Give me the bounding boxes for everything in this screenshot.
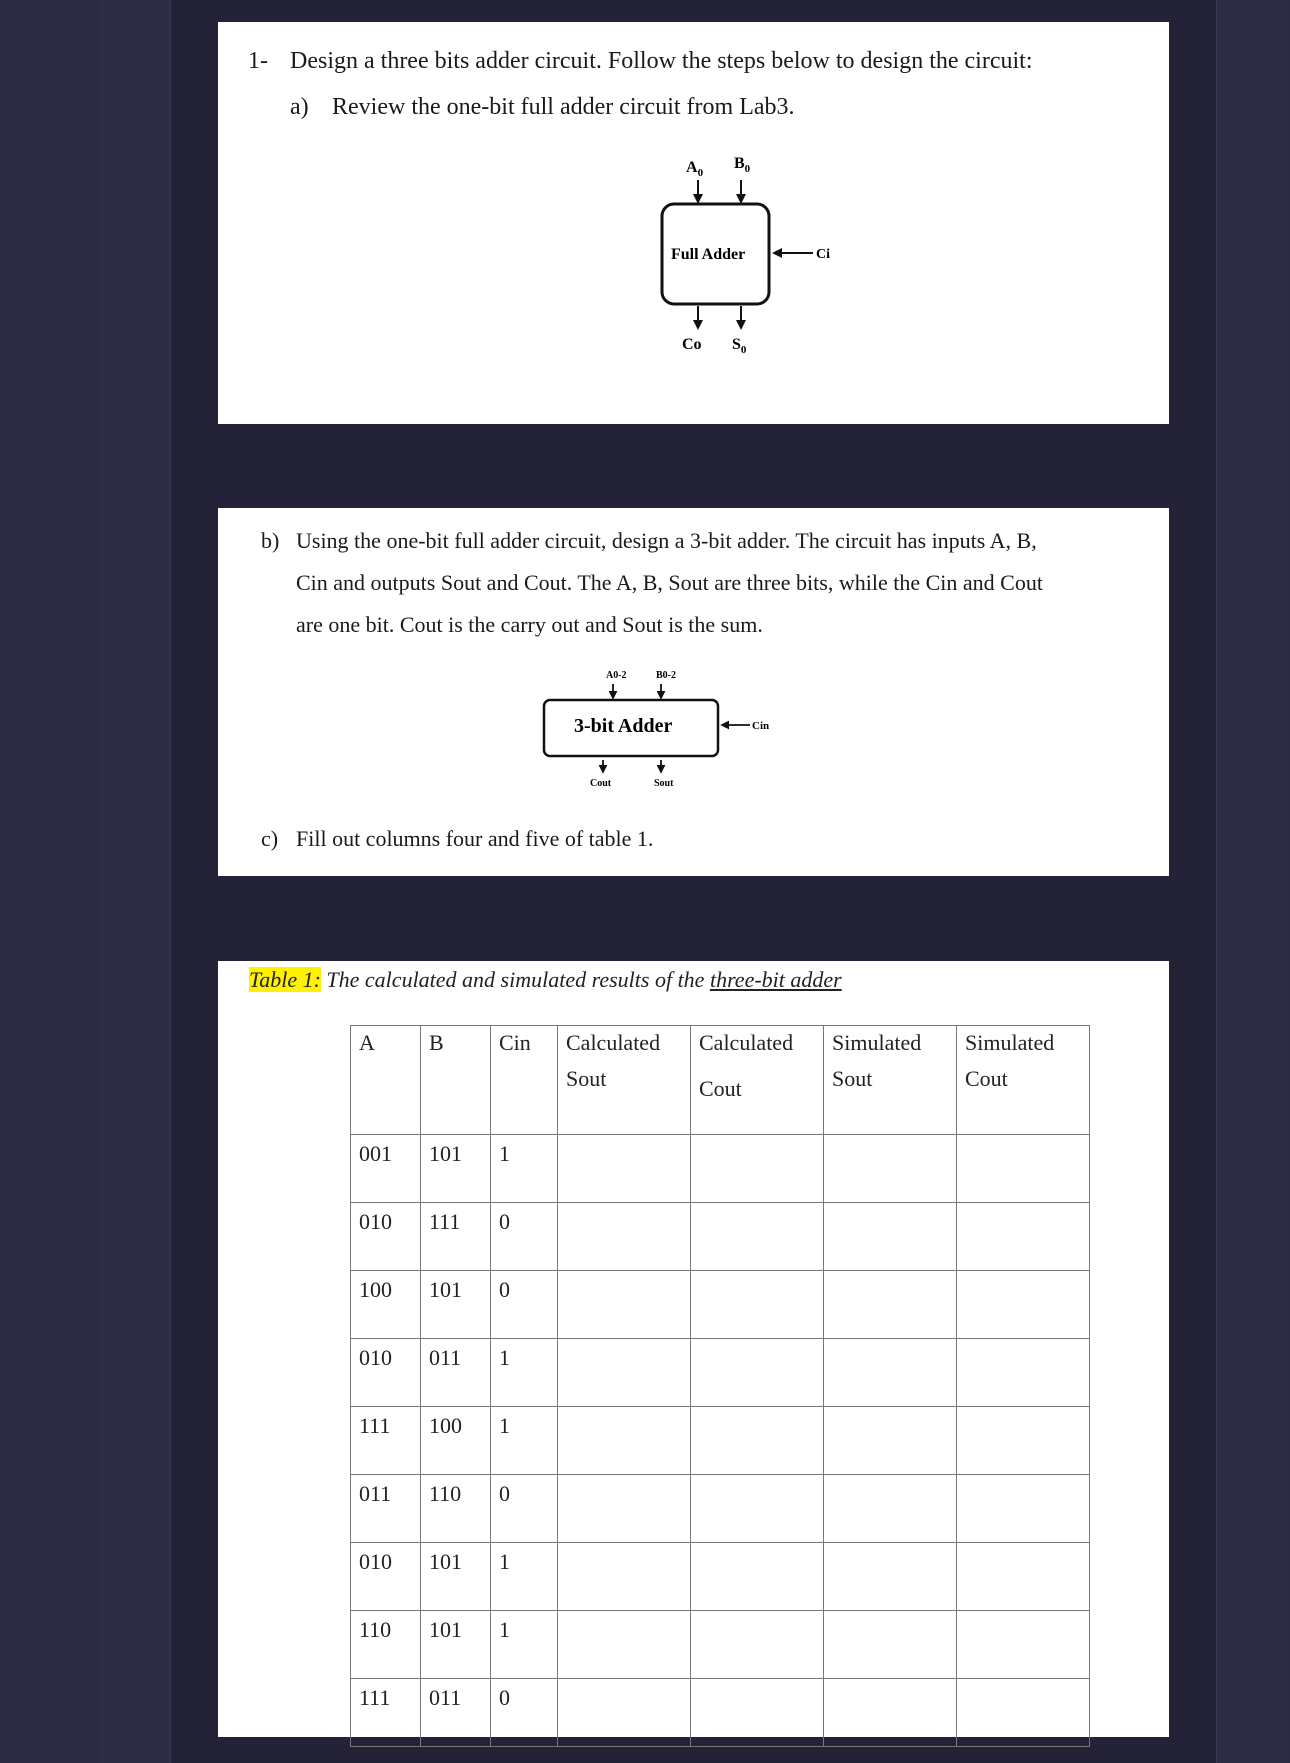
- table-caption-underlined: three-bit adder: [709, 967, 842, 992]
- table-cell[interactable]: [957, 1203, 1090, 1271]
- three-bit-sum-out: Sout: [654, 778, 674, 789]
- right-sidebar-strip: [1216, 0, 1287, 1763]
- table-header-cell: [691, 1026, 824, 1135]
- table-row: [351, 1271, 1090, 1339]
- table-cell[interactable]: [824, 1339, 957, 1407]
- table-header-cell: [824, 1026, 957, 1135]
- table-row: [351, 1203, 1090, 1271]
- table-cell: 1: [491, 1135, 558, 1203]
- table-cell[interactable]: [957, 1135, 1090, 1203]
- table-cell[interactable]: [957, 1407, 1090, 1475]
- three-bit-adder-diagram: [218, 508, 1169, 876]
- table-cell: 0: [491, 1271, 558, 1339]
- table-cell[interactable]: [691, 1679, 824, 1747]
- part-b-line3: are one bit. Cout is the carry out and Sout is the sum.: [296, 612, 763, 637]
- sum-out-label: $S_0$: [732, 336, 747, 356]
- table-cell[interactable]: [824, 1475, 957, 1543]
- results-table: [350, 1025, 1090, 1747]
- table-cell: 0: [491, 1203, 558, 1271]
- part-c-text: Fill out columns four and five of table 1.: [296, 826, 654, 851]
- header-line1: Calculated: [566, 1030, 661, 1055]
- table-cell: 1: [491, 1339, 558, 1407]
- table-cell[interactable]: [558, 1611, 691, 1679]
- table-cell[interactable]: [691, 1135, 824, 1203]
- table-cell[interactable]: [957, 1475, 1090, 1543]
- full-adder-diagram: [218, 22, 1169, 424]
- table-cell: 011: [421, 1679, 491, 1747]
- table-caption: [249, 967, 842, 993]
- table-cell[interactable]: [558, 1339, 691, 1407]
- table-cell: 010: [351, 1543, 421, 1611]
- full-adder-input-b: $B_0$: [734, 155, 751, 175]
- table-cell[interactable]: [957, 1339, 1090, 1407]
- header-line1: Calculated: [699, 1030, 794, 1055]
- table-cell[interactable]: [824, 1203, 957, 1271]
- table-cell[interactable]: [824, 1611, 957, 1679]
- table-cell[interactable]: [691, 1543, 824, 1611]
- table-cell[interactable]: [824, 1271, 957, 1339]
- three-bit-carry-in: Cin: [752, 720, 770, 732]
- header-line2: Sout: [832, 1066, 873, 1091]
- table-cell[interactable]: [957, 1543, 1090, 1611]
- table-cell: 0: [491, 1679, 558, 1747]
- table-cell[interactable]: [558, 1271, 691, 1339]
- table-header-row: [351, 1026, 1090, 1135]
- table-cell: 010: [351, 1203, 421, 1271]
- full-adder-input-a: $A_0$: [686, 159, 704, 179]
- table-header-cell: [558, 1026, 691, 1135]
- table-cell[interactable]: [957, 1611, 1090, 1679]
- table-cell[interactable]: [957, 1271, 1090, 1339]
- table-cell: 101: [421, 1271, 491, 1339]
- full-adder-label: Full Adder: [671, 246, 746, 263]
- table-cell[interactable]: [957, 1679, 1090, 1747]
- table-header-cell: [421, 1026, 491, 1135]
- table-caption-label: Table 1:: [249, 967, 321, 992]
- header-line2: Cout: [965, 1066, 1008, 1091]
- table-row: [351, 1407, 1090, 1475]
- table-cell[interactable]: [558, 1679, 691, 1747]
- carry-in-label: Ci: [816, 247, 830, 262]
- table-cell: 111: [351, 1407, 421, 1475]
- table-cell: 011: [351, 1475, 421, 1543]
- header-line1: A: [359, 1030, 375, 1055]
- table-cell[interactable]: [558, 1203, 691, 1271]
- part-b-label: b): [261, 528, 280, 553]
- question-panel-a: [218, 22, 1169, 424]
- table-cell[interactable]: [824, 1135, 957, 1203]
- header-line2: Sout: [566, 1066, 607, 1091]
- three-bit-carry-out: Cout: [590, 778, 612, 789]
- table-cell: 110: [351, 1611, 421, 1679]
- table-panel: [218, 961, 1169, 1737]
- table-cell[interactable]: [824, 1543, 957, 1611]
- part-c-label: c): [261, 826, 279, 851]
- table-cell[interactable]: [558, 1543, 691, 1611]
- three-bit-input-b: B0-2: [656, 670, 676, 681]
- table-cell[interactable]: [691, 1407, 824, 1475]
- header-line1: B: [429, 1030, 444, 1055]
- table-cell[interactable]: [691, 1203, 824, 1271]
- table-cell[interactable]: [558, 1475, 691, 1543]
- table-cell[interactable]: [558, 1407, 691, 1475]
- step-number: 1-: [248, 48, 268, 74]
- table-cell: 110: [421, 1475, 491, 1543]
- table-cell[interactable]: [824, 1679, 957, 1747]
- table-row: [351, 1543, 1090, 1611]
- table-row: [351, 1135, 1090, 1203]
- table-cell: 010: [351, 1339, 421, 1407]
- part-a-label: a): [290, 94, 309, 120]
- table-header-cell: [957, 1026, 1090, 1135]
- part-b-line2: Cin and outputs Sout and Cout. The A, B, Sout are three bits, while the Cin and Cout: [296, 570, 1043, 595]
- left-sidebar-strip: [100, 0, 171, 1763]
- table-cell[interactable]: [691, 1611, 824, 1679]
- table-cell: 101: [421, 1135, 491, 1203]
- table-cell: 100: [421, 1407, 491, 1475]
- table-cell: 1: [491, 1611, 558, 1679]
- table-cell[interactable]: [691, 1271, 824, 1339]
- table-cell: 100: [351, 1271, 421, 1339]
- part-b-line1: Using the one-bit full adder circuit, design a 3-bit adder. The circuit has inputs A, B,: [296, 528, 1037, 553]
- table-row: [351, 1679, 1090, 1747]
- table-cell: 0: [491, 1475, 558, 1543]
- table-cell[interactable]: [691, 1475, 824, 1543]
- table-header-cell: [491, 1026, 558, 1135]
- intro-text: Design a three bits adder circuit. Follow the steps below to design the circuit:: [290, 48, 1033, 74]
- header-line1: Simulated: [965, 1030, 1055, 1055]
- table-cell[interactable]: [691, 1339, 824, 1407]
- table-cell: 011: [421, 1339, 491, 1407]
- table-header-cell: [351, 1026, 421, 1135]
- table-cell: 1: [491, 1543, 558, 1611]
- table-caption-text: The calculated and simulated results of the: [320, 967, 710, 992]
- table-row: [351, 1475, 1090, 1543]
- table-cell: 101: [421, 1543, 491, 1611]
- table-cell[interactable]: [824, 1407, 957, 1475]
- table-cell: 1: [491, 1407, 558, 1475]
- three-bit-adder-label: 3-bit Adder: [574, 715, 673, 737]
- table-cell[interactable]: [558, 1135, 691, 1203]
- table-row: [351, 1339, 1090, 1407]
- header-line1: Cin: [499, 1030, 531, 1055]
- table-cell: 001: [351, 1135, 421, 1203]
- three-bit-input-a: A0-2: [606, 670, 627, 681]
- carry-out-label: Co: [682, 336, 702, 353]
- question-panel-b: [218, 508, 1169, 876]
- table-row: [351, 1611, 1090, 1679]
- header-line2: Cout: [699, 1076, 742, 1101]
- header-line1: Simulated: [832, 1030, 922, 1055]
- table-cell: 111: [421, 1203, 491, 1271]
- table-cell: 111: [351, 1679, 421, 1747]
- part-a-text: Review the one-bit full adder circuit from Lab3.: [332, 94, 795, 120]
- table-cell: 101: [421, 1611, 491, 1679]
